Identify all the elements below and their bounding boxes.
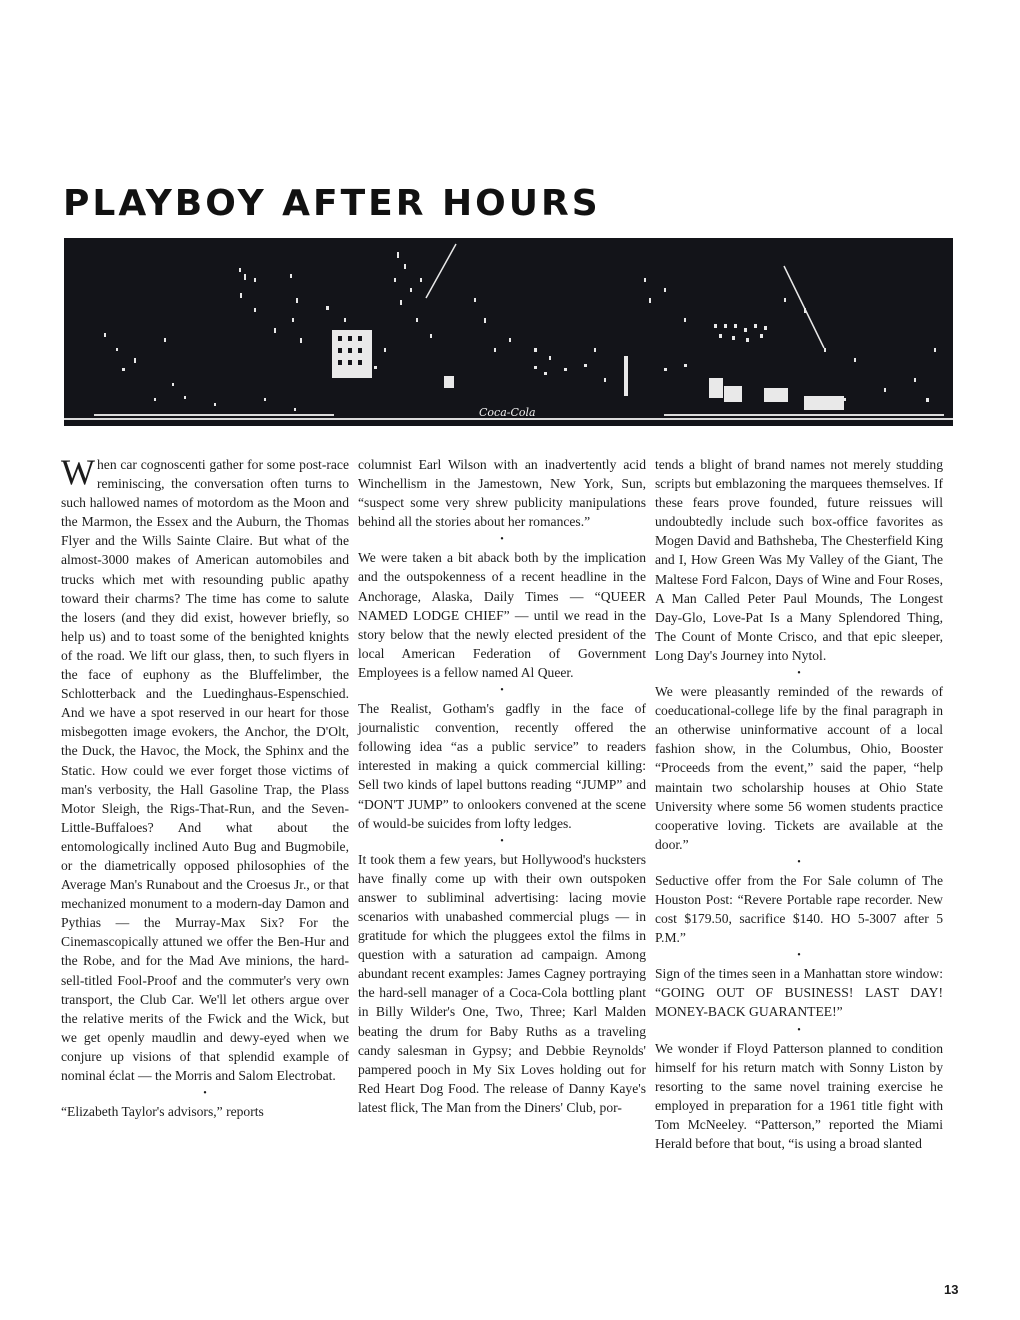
article-paragraph: We were pleasantly reminded of the rewards of coeducational-college life by the final paragraph in an otherwise uninformative account of a local fashion show, in the Columbus, Ohio, Booster “Proceeds from the event,” said the paper, “help maintain two scholarship houses at Ohio State University where some 56 women students practice cooperative loving. Tickets are available at the door.” (655, 684, 943, 852)
article-column-3 (655, 455, 943, 1153)
section-separator: • (797, 856, 801, 868)
article-paragraph: We were taken a bit aback both by the implication and the outspokenness of a recent headline in the Anchorage, Alaska, Daily Times — “QUEER NAMED LODGE CHIEF” — until we read in the story below that the newly elected president of the local American Federation of Government Employees is a fellow named Al Queer. (358, 550, 646, 680)
page-title: PLAYBOY AFTER HOURS (63, 183, 601, 224)
article-paragraph: tends a blight of brand names not merely studding scripts but emblazoning the marquees themselves. If these fears prove founded, future reissues will undoubtedly include such box-office favorites as Mogen David and Bathsheba, The Chesterfield King and I, How Green Was My Valley of the Giant, The Maltese Ford Falcon, Days of Wine and Four Roses, A Man Called Peter Paul Mounds, The Longest Day-Glo, Love-Pat Is a Many Splendored Thing, The Count of Monte Crisco, and that epic sleeper, Long Day's Journey into Nytol. (655, 457, 943, 663)
article-column-1 (61, 452, 349, 1121)
article-paragraph: It took them a few years, but Hollywood's hucksters have finally come up with their own outspoken answer to subliminal advertising: lacing movie scenarios with unabashed commercial plugs — in gratitude for which the pluggees extol the films in question with a saturation ad campaign. Among abundant recent examples: James Cagney portraying the hard-sell manager of a Coca-Cola bottling plant in Billy Wilder's One, Two, Three; Karl Malden beating the drum for Baby Ruths as a traveling candy salesman in Gypsy; and Debbie Reynolds' pampered pooch in My Six Loves holding out for Red Heart Dog Food. The release of Danny Kaye's latest flick, The Man from the Diners' Club, por- (358, 851, 646, 1115)
section-separator: • (500, 685, 504, 697)
article-paragraph: Sign of the times seen in a Manhattan store window: “GOING OUT OF BUSINESS! LAST DAY! MONEY-BACK GUARANTEE!” (655, 966, 943, 1020)
section-separator: • (500, 534, 504, 546)
coca-cola-sign: Coca-Cola (479, 406, 536, 419)
section-separator: • (500, 835, 504, 847)
page-number: 13 (944, 1282, 959, 1297)
article-paragraph: columnist Earl Wilson with an inadvertently acid Winchellism in the Jamestown, New York, Sun, “suspect some very shrew publicity manipulations behind all the stories about her romances.” (358, 457, 646, 530)
article-paragraph: We wonder if Floyd Patterson planned to condition himself for his return match with Sonny Liston by resorting to the same novel training exercise he employed in preparation for a 1961 title fight with Tom McNeeley. “Patterson,” reported the Miami Herald before that bout, “is using a broad slanted (655, 1040, 943, 1151)
article-paragraph: Seductive offer from the For Sale column of The Houston Post: “Revere Portable rape recorder. New cost $179.50, sacrifice $140. HO 5-3007 after 5 P.M.” (655, 872, 943, 946)
drop-cap: W (61, 452, 95, 492)
section-separator: • (797, 668, 801, 680)
paragraph-text: hen car cognoscenti gather for some post-race reminiscing, the conversation often turns to such hallowed names of motordom as the Moon and the Marmon, the Essex and the Auburn, the Thomas Flyer and the Wills Sainte Claire. But what of the almost-3000 makes of American automobiles and trucks which met with resounding public apathy toward their charms? The time has come to salute the losers (and they did exist, however briefly, so help us) and to toast some of the benighted knights of the road. We lift our glass, then, to such flyers in the face of euphony as the Bluffelimber, the Schlotterback and the Luedinghaus-Espenschied. And we have a spot reserved in our heart for those misbegotten image evokers, the Anchor, the D'Olt, the Duck, the Havoc, the Mock, the Sphinx and the Static. How could we ever forget those victims of man's verbosity, the Hall Gasoline Trap, the Plass Motor Sleigh, the Rigs-That-Run, and the Seven-Little-Buffaloes? And what about the entomologically inclined Auto Bug and Bugmobile, or the diametrically opposed philosophies of the Average Man's Runabout and the Croesus Jr., or that mechanized monument to a modern-day Damon and Pythias — the Murray-Max Six? For the Cinemascopically attuned we offer the Ben-Hur and the Robe, and for the Mad Ave minions, the hard-sell-titled Fool-Proof and the commuter's very own transport, the Club Car. We'll let others argue over the relative merits of the Fwick and the Wick, but we get openly maudlin and dewy-eyed when we conjure up visions of that splendid example of nominal éclat — the Morris and Salom Electrobat. (61, 457, 349, 1083)
section-separator: • (797, 950, 801, 962)
article-column-2 (358, 455, 646, 1117)
section-separator: • (797, 1024, 801, 1036)
city-skyline-illustration (64, 238, 953, 426)
article-paragraph: The Realist, Gotham's gadfly in the face of journalistic convention, recently offered the following idea “as a public service” to readers interested in making a quick commercial killing: Sell two kinds of lapel buttons reading “JUMP” and “DON'T JUMP” to onlookers convened at the scene of would-be suicides from lofty ledges. (358, 701, 646, 831)
article-paragraph (61, 452, 349, 1085)
article-paragraph: “Elizabeth Taylor's advisors,” reports (61, 1104, 264, 1120)
section-separator: • (203, 1088, 207, 1100)
